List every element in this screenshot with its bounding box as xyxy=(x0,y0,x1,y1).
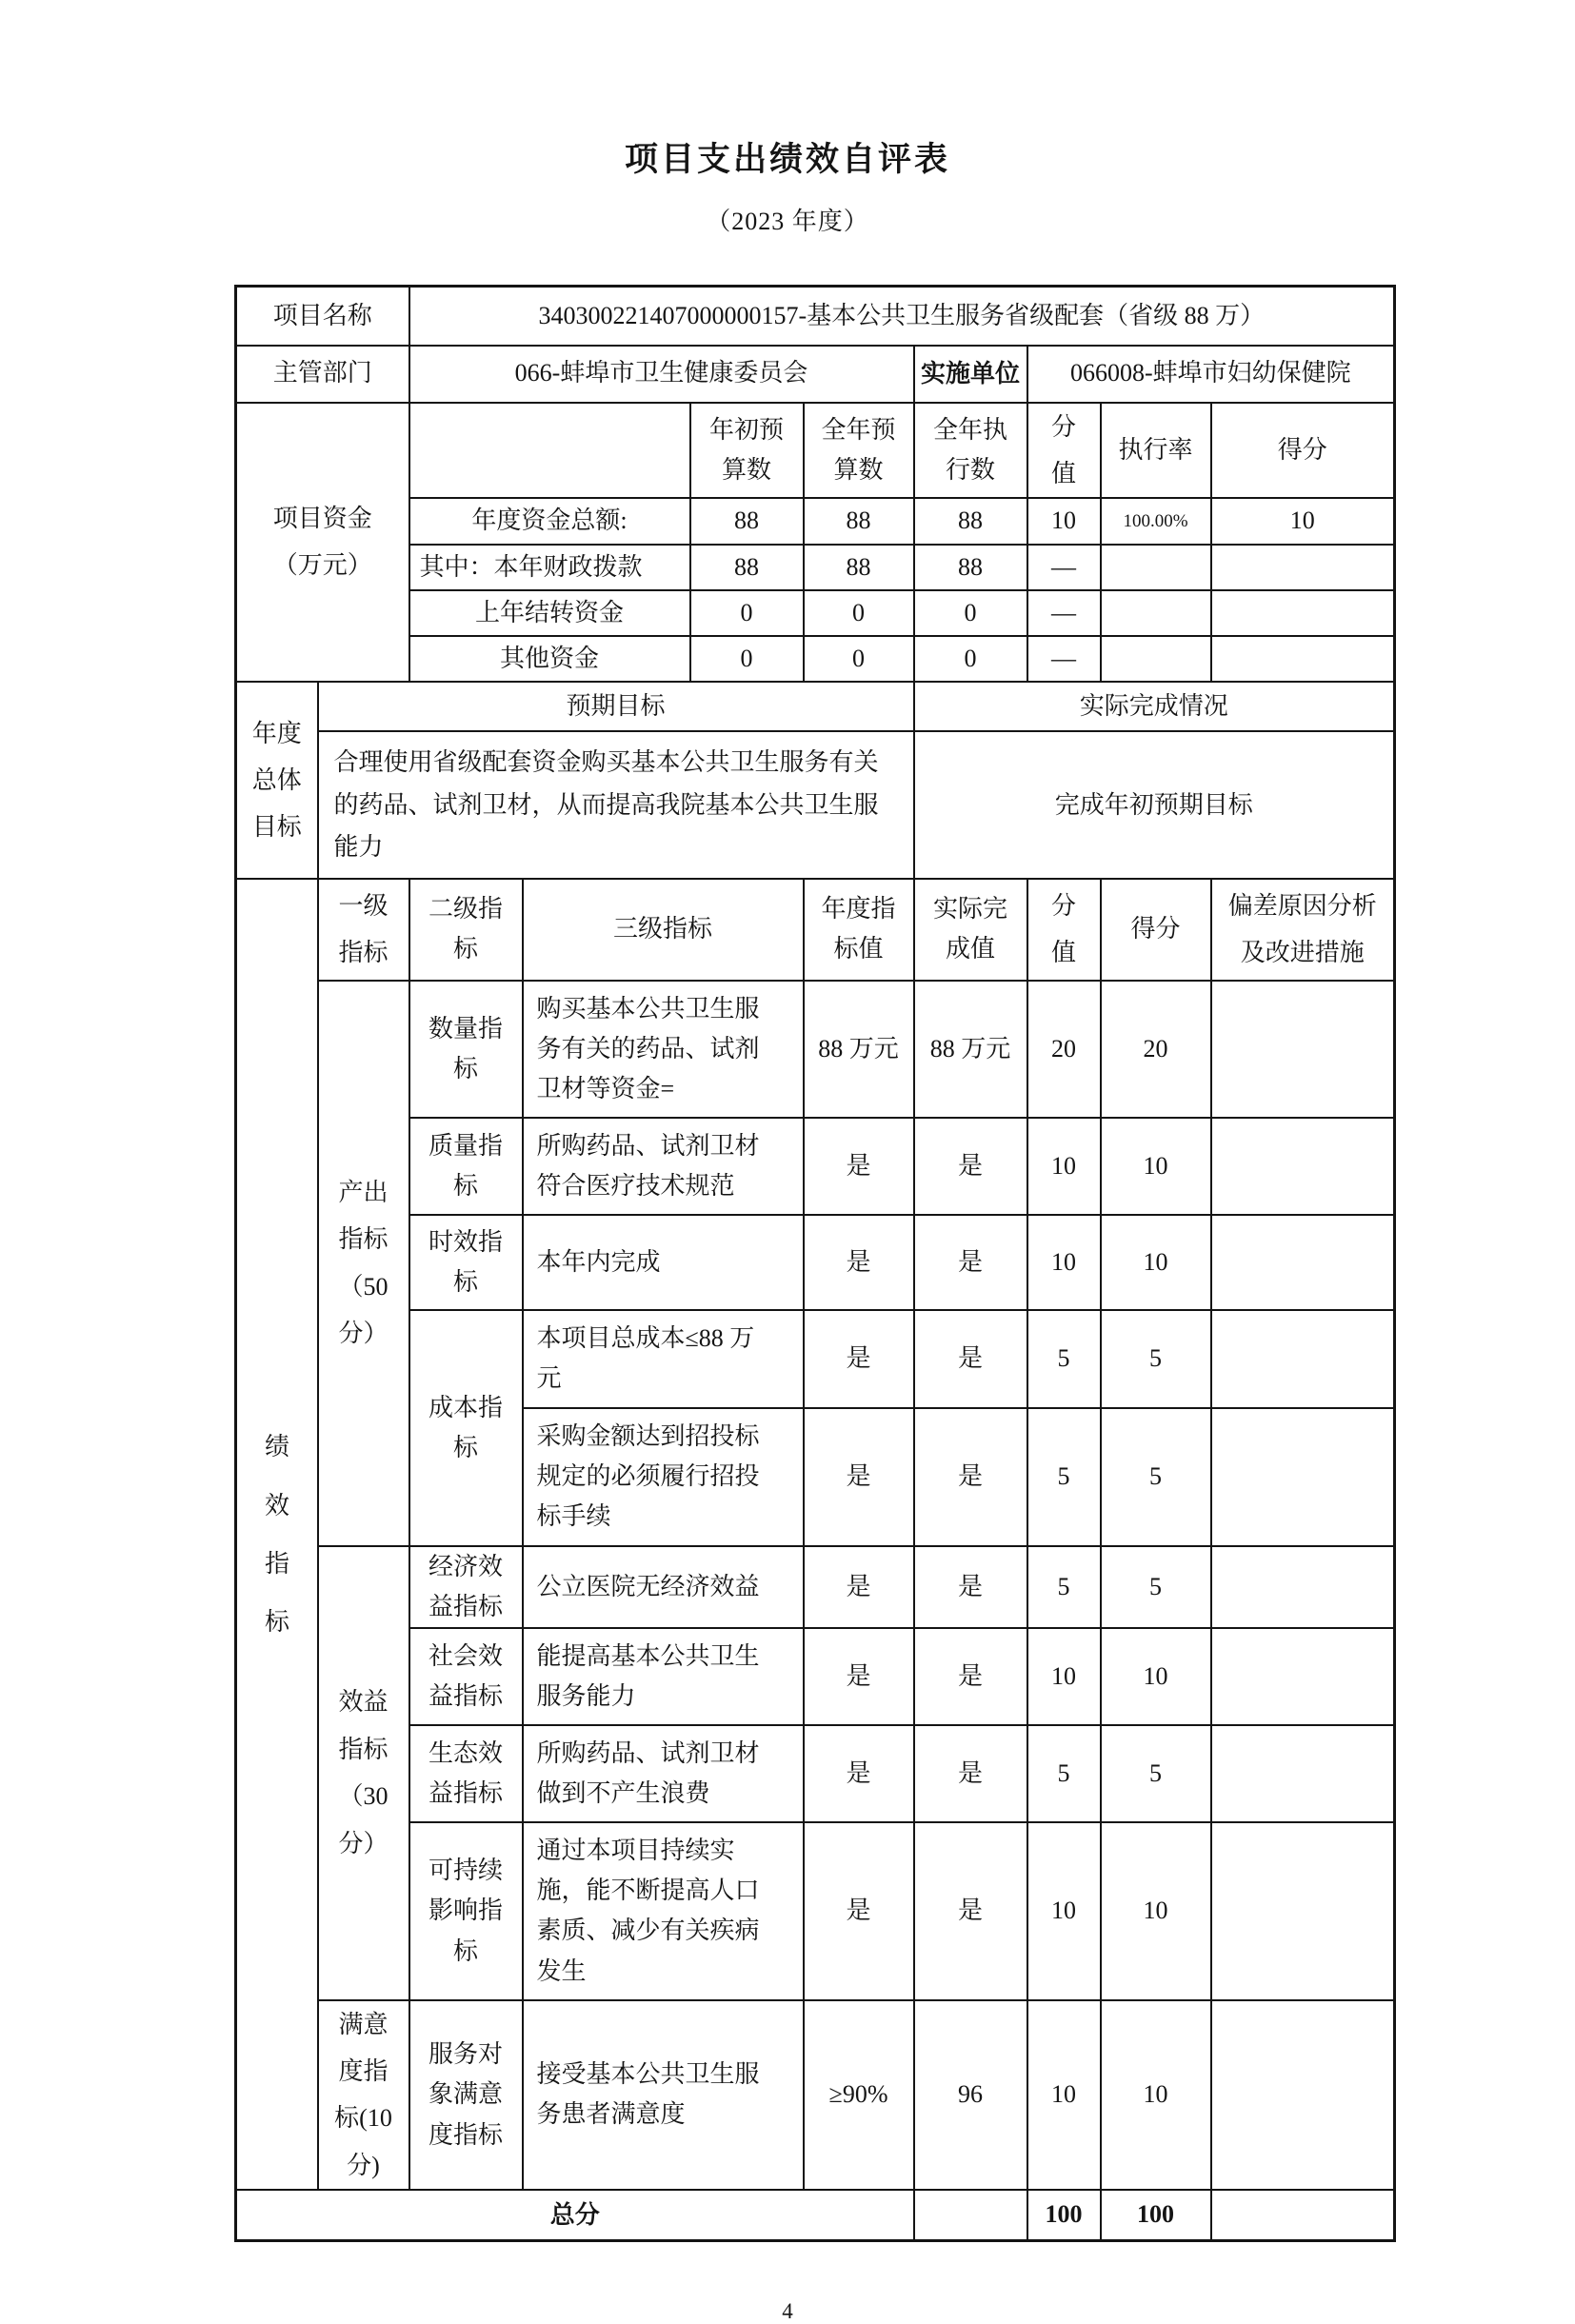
deviation-cell xyxy=(1211,1310,1395,1407)
actual-value-cell: 是 xyxy=(914,1310,1027,1407)
funds-score-value xyxy=(1211,590,1395,636)
weight-value-cell: 10 xyxy=(1027,1822,1101,1999)
document-subtitle: （2023 年度） xyxy=(706,208,869,235)
funds-annual-value: 0 xyxy=(804,636,914,682)
total-blank-cell xyxy=(914,2190,1027,2240)
weight-value-cell: 5 xyxy=(1027,1310,1101,1407)
funds-executed-value: 0 xyxy=(914,636,1027,682)
header-weight: 分值 xyxy=(1027,879,1101,981)
target-value-cell: 是 xyxy=(804,1118,914,1215)
funds-score-value: 10 xyxy=(1211,498,1395,544)
total-deviation-cell xyxy=(1211,2190,1395,2240)
indicator-row-sustainability xyxy=(236,1822,1395,1999)
indicator-level2-cell: 可持续影响指标 xyxy=(409,1822,523,1999)
actual-value-cell: 是 xyxy=(914,1546,1027,1628)
funds-initial-value: 0 xyxy=(690,590,804,636)
funds-row-label: 其他资金 xyxy=(409,636,690,682)
level1-output-label: 产出指标（50 分） xyxy=(318,981,409,1546)
funds-blank-header-cell xyxy=(409,403,690,499)
goals-section-label: 年度总体目标 xyxy=(236,682,318,879)
funds-row-label: 其中：本年财政拨款 xyxy=(409,545,690,590)
target-value-cell: 是 xyxy=(804,1822,914,1999)
funds-annual-value: 0 xyxy=(804,590,914,636)
deviation-cell xyxy=(1211,1408,1395,1546)
actual-value-cell: 是 xyxy=(914,1215,1027,1310)
funds-executed-value: 0 xyxy=(914,590,1027,636)
score-value-cell: 10 xyxy=(1101,1118,1211,1215)
dept-value: 066-蚌埠市卫生健康委员会 xyxy=(409,346,914,403)
department-row xyxy=(236,346,1395,403)
weight-value-cell: 10 xyxy=(1027,1118,1101,1215)
funds-score-value xyxy=(1211,545,1395,590)
header-level1: 一级指标 xyxy=(318,879,409,981)
funds-col-header-weight: 分值 xyxy=(1027,403,1101,499)
weight-value-cell: 10 xyxy=(1027,1628,1101,1725)
target-value-cell: 是 xyxy=(804,1546,914,1628)
goals-actual-text: 完成年初预期目标 xyxy=(914,731,1395,879)
funds-row-label: 年度资金总额: xyxy=(409,498,690,544)
deviation-cell xyxy=(1211,1822,1395,1999)
score-value-cell: 10 xyxy=(1101,1215,1211,1310)
indicator-level3-cell: 接受基本公共卫生服务患者满意度 xyxy=(523,2000,804,2191)
goals-expected-text: 合理使用省级配套资金购买基本公共卫生服务有关的药品、试剂卫材，从而提高我院基本公共卫生服能力 xyxy=(318,731,914,879)
weight-value-cell: 10 xyxy=(1027,2000,1101,2191)
funds-rate-value: 100.00% xyxy=(1101,498,1211,544)
weight-value-cell: 5 xyxy=(1027,1725,1101,1822)
indicator-level3-cell: 通过本项目持续实施，能不断提高人口素质、减少有关疾病发生 xyxy=(523,1822,804,1999)
funds-row-other xyxy=(236,636,1395,682)
target-value-cell: 是 xyxy=(804,1215,914,1310)
header-level3: 三级指标 xyxy=(523,879,804,981)
target-value-cell: 88 万元 xyxy=(804,981,914,1118)
funds-annual-value: 88 xyxy=(804,545,914,590)
funds-executed-value: 88 xyxy=(914,498,1027,544)
indicator-level2-cell: 质量指标 xyxy=(409,1118,523,1215)
header-deviation: 偏差原因分析及改进措施 xyxy=(1211,879,1395,981)
performance-self-evaluation-table xyxy=(234,285,1396,2242)
indicator-row-timeliness xyxy=(236,1215,1395,1310)
actual-value-cell: 是 xyxy=(914,1628,1027,1725)
indicator-row-quantity xyxy=(236,981,1395,1118)
page-number: 4 xyxy=(782,2298,793,2323)
funds-initial-value: 0 xyxy=(690,636,804,682)
deviation-cell xyxy=(1211,1546,1395,1628)
actual-value-cell: 是 xyxy=(914,1408,1027,1546)
funds-rate-value xyxy=(1101,545,1211,590)
indicator-level2-cell: 时效指标 xyxy=(409,1215,523,1310)
funds-initial-value: 88 xyxy=(690,545,804,590)
funds-weight-value: — xyxy=(1027,545,1101,590)
actual-value-cell: 是 xyxy=(914,1118,1027,1215)
project-name-label: 项目名称 xyxy=(236,287,409,346)
indicator-level3-cell: 本项目总成本≤88 万元 xyxy=(523,1310,804,1407)
header-level2: 二级指标 xyxy=(409,879,523,981)
funds-row-fiscal xyxy=(236,545,1395,590)
dept-label: 主管部门 xyxy=(236,346,409,403)
funds-label-line1: 项目资金 xyxy=(272,505,372,533)
deviation-cell xyxy=(1211,2000,1395,2191)
indicator-level3-cell: 所购药品、试剂卫材符合医疗技术规范 xyxy=(523,1118,804,1215)
weight-value-cell: 5 xyxy=(1027,1546,1101,1628)
deviation-cell xyxy=(1211,1628,1395,1725)
funds-section-label xyxy=(236,403,409,683)
funds-annual-value: 88 xyxy=(804,498,914,544)
funds-weight-value: — xyxy=(1027,636,1101,682)
funds-col-header-score: 得分 xyxy=(1211,403,1395,499)
score-value-cell: 10 xyxy=(1101,1822,1211,1999)
header-target: 年度指标值 xyxy=(804,879,914,981)
total-score-value: 100 xyxy=(1101,2190,1211,2240)
indicator-level2-cell: 生态效益指标 xyxy=(409,1725,523,1822)
deviation-cell xyxy=(1211,1215,1395,1310)
indicator-level3-cell: 能提高基本公共卫生服务能力 xyxy=(523,1628,804,1725)
funds-score-value xyxy=(1211,636,1395,682)
document-title: 项目支出绩效自评表 xyxy=(624,141,950,178)
project-name-value: 340300221407000000157-基本公共卫生服务省级配套（省级 88 万） xyxy=(409,287,1395,346)
indicator-level3-cell: 公立医院无经济效益 xyxy=(523,1546,804,1628)
target-value-cell: 是 xyxy=(804,1408,914,1546)
funds-executed-value: 88 xyxy=(914,545,1027,590)
indicator-level2-cell: 数量指标 xyxy=(409,981,523,1118)
level1-benefit-label: 效益指标（30 分） xyxy=(318,1546,409,2000)
score-value-cell: 10 xyxy=(1101,2000,1211,2191)
weight-value-cell: 5 xyxy=(1027,1408,1101,1546)
funds-row-label: 上年结转资金 xyxy=(409,590,690,636)
indicator-level3-cell: 购买基本公共卫生服务有关的药品、试剂卫材等资金= xyxy=(523,981,804,1118)
goals-header-row xyxy=(236,682,1395,731)
indicator-level3-cell: 采购金额达到招投标规定的必须履行招投标手续 xyxy=(523,1408,804,1546)
indicator-level3-cell: 本年内完成 xyxy=(523,1215,804,1310)
indicator-level2-cell: 社会效益指标 xyxy=(409,1628,523,1725)
target-value-cell: 是 xyxy=(804,1628,914,1725)
indicator-level3-cell: 所购药品、试剂卫材做到不产生浪费 xyxy=(523,1725,804,1822)
actual-value-cell: 96 xyxy=(914,2000,1027,2191)
score-value-cell: 5 xyxy=(1101,1546,1211,1628)
total-weight-value: 100 xyxy=(1027,2190,1101,2240)
score-value-cell: 5 xyxy=(1101,1725,1211,1822)
indicator-row-quality xyxy=(236,1118,1395,1215)
score-value-cell: 20 xyxy=(1101,981,1211,1118)
indicator-level2-cell: 经济效益指标 xyxy=(409,1546,523,1628)
weight-value-cell: 20 xyxy=(1027,981,1101,1118)
indicator-row-social xyxy=(236,1628,1395,1725)
header-actual: 实际完成值 xyxy=(914,879,1027,981)
indicator-row-economic xyxy=(236,1546,1395,1628)
indicator-level2-cell: 服务对象满意度指标 xyxy=(409,2000,523,2191)
total-label: 总分 xyxy=(236,2190,914,2240)
goals-expected-header: 预期目标 xyxy=(318,682,914,731)
target-value-cell: ≥90% xyxy=(804,2000,914,2191)
score-value-cell: 5 xyxy=(1101,1310,1211,1407)
funds-col-header-executed: 全年执行数 xyxy=(914,403,1027,499)
score-value-cell: 5 xyxy=(1101,1408,1211,1546)
funds-col-header-initial: 年初预算数 xyxy=(690,403,804,499)
funds-header-row xyxy=(236,403,1395,499)
goals-actual-header: 实际完成情况 xyxy=(914,682,1395,731)
funds-row-carryover xyxy=(236,590,1395,636)
target-value-cell: 是 xyxy=(804,1310,914,1407)
funds-col-header-annual: 全年预算数 xyxy=(804,403,914,499)
indicator-row-cost-a xyxy=(236,1310,1395,1407)
score-value-cell: 10 xyxy=(1101,1628,1211,1725)
funds-initial-value: 88 xyxy=(690,498,804,544)
total-row xyxy=(236,2190,1395,2240)
target-value-cell: 是 xyxy=(804,1725,914,1822)
indicator-row-ecological xyxy=(236,1725,1395,1822)
funds-weight-value: 10 xyxy=(1027,498,1101,544)
project-name-row xyxy=(236,287,1395,346)
funds-col-header-rate: 执行率 xyxy=(1101,403,1211,499)
deviation-cell xyxy=(1211,981,1395,1118)
actual-value-cell: 是 xyxy=(914,1822,1027,1999)
header-score: 得分 xyxy=(1101,879,1211,981)
funds-weight-value: — xyxy=(1027,590,1101,636)
funds-row-total xyxy=(236,498,1395,544)
impl-unit-label: 实施单位 xyxy=(914,346,1027,403)
level1-satisfaction-label: 满意度指标(10 分) xyxy=(318,2000,409,2191)
funds-rate-value xyxy=(1101,590,1211,636)
actual-value-cell: 是 xyxy=(914,1725,1027,1822)
impl-unit-value: 066008-蚌埠市妇幼保健院 xyxy=(1027,346,1395,403)
weight-value-cell: 10 xyxy=(1027,1215,1101,1310)
indicator-level2-cell: 成本指标 xyxy=(409,1310,523,1545)
funds-label-line2: （万元） xyxy=(272,551,372,580)
actual-value-cell: 88 万元 xyxy=(914,981,1027,1118)
indicator-header-row xyxy=(236,879,1395,981)
indicator-section-label: 绩效指标 xyxy=(236,879,318,2190)
indicator-row-satisfaction xyxy=(236,2000,1395,2191)
deviation-cell xyxy=(1211,1725,1395,1822)
goals-content-row xyxy=(236,731,1395,879)
deviation-cell xyxy=(1211,1118,1395,1215)
funds-rate-value xyxy=(1101,636,1211,682)
